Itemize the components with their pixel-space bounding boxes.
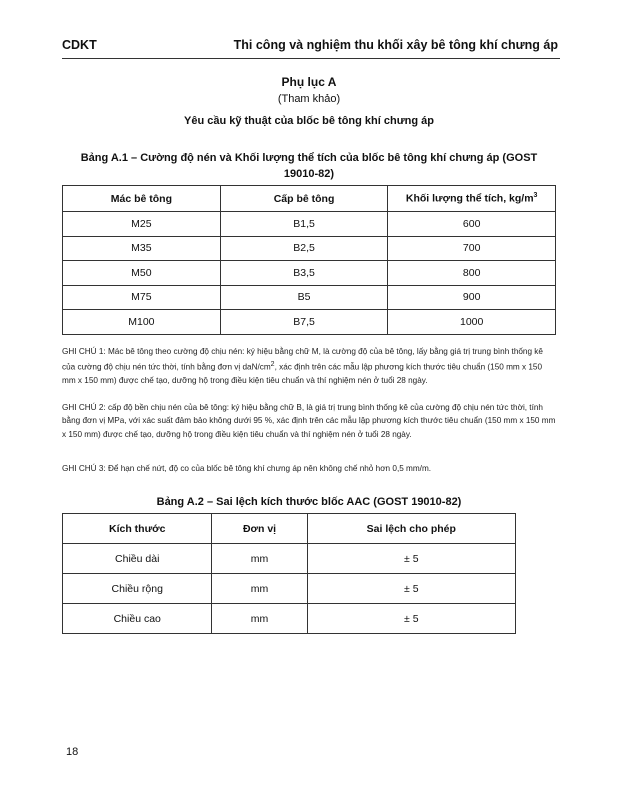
appendix-subtitle: (Tham khảo) [277,93,341,105]
unit-superscript: 2 [270,361,275,369]
note-2: GHI CHÚ 2: cấp độ bền chịu nén của bê tông: ký hiệu bằng chữ B, là giá trị trung bình thống kê của cường độ chịu nén tức thời, tính bằng đơn vị MPa, với xác suất đảm bảo không dưới 95 %, xác định trên các mẫu lập phương kích thước tiêu chuẩn (150 mm x 150 mm x 150 mm) được chế tạo, dưỡng hộ trong điều kiện tiêu chuẩn và thí nghiệm nén ở tuổi 28 ngày. [62,403,556,439]
unit-superscript: 3 [533,192,538,200]
note-1-text-cont: , xác định trên các mẫu lập phương kích thước tiêu chuẩn (150 mm x 150 mm x 150 mm) được chế tạo, dưỡng hộ trong điều kiện tiêu chuẩn và thí nghiệm nén ở tuổi 28 ngày. [62,363,543,386]
note-1 [62,345,556,388]
column-header: Sai lệch cho phép [307,514,515,544]
table-cell: B1,5 [220,212,388,237]
table-cell: 900 [388,285,556,310]
table-cell: B2,5 [220,236,388,261]
table-cell: mm [212,574,307,604]
header-title: Thi công và nghiệm thu khối xây bê tông khí chưng áp [233,38,558,52]
table-row [63,604,516,634]
table-cell: M35 [63,236,221,261]
strength-density-table [62,185,556,335]
note-1-text: GHI CHÚ 1: Mác bê tông theo cường độ chịu nén: ký hiệu bằng chữ M, là cường độ của bê tông, lấy bằng giá trị trung bình thống kê của cường độ chịu nén tức thời, tính bằng đơn vị daN/cm [62,347,543,373]
column-header-text: Khối lượng thể tích, kg/m [405,192,534,205]
table-cell: 800 [388,261,556,286]
table-cell: 600 [388,212,556,237]
table-cell: Chiều cao [63,604,212,634]
table-cell: mm [212,544,307,574]
dimension-tolerance-table [62,513,516,634]
table-cell: M100 [63,310,221,335]
table-cell: M25 [63,212,221,237]
table-cell: mm [212,604,307,634]
table-row [63,261,556,286]
column-header: Mác bê tông [63,186,221,212]
table-row [63,574,516,604]
table-cell: B7,5 [220,310,388,335]
table-header-row [63,514,516,544]
table-cell: ± 5 [307,574,515,604]
table-cell: ± 5 [307,544,515,574]
table-cell: B3,5 [220,261,388,286]
table-cell: Chiều rộng [63,574,212,604]
note-3: GHI CHÚ 3: Để hạn chế nứt, độ co của blốc bê tông khí chưng áp nên không chế nhỏ hơn 0,5 mm/m. [62,464,432,473]
table-cell: ± 5 [307,604,515,634]
appendix-heading: Yêu cầu kỹ thuật của blốc bê tông khí chưng áp [183,115,434,127]
table-header-row [63,186,556,212]
table-row [63,236,556,261]
table-row [63,310,556,335]
table-cell: 700 [388,236,556,261]
table-cell: Chiều dài [63,544,212,574]
table1-caption: Bảng A.1 – Cường độ nén và Khối lượng thể tích của blốc bê tông khí chưng áp (GOST 19010-82) [80,152,538,180]
table-cell: M75 [63,285,221,310]
table2-caption: Bảng A.2 – Sai lệch kích thước blốc AAC (GOST 19010-82) [156,496,462,508]
column-header: Đơn vị [212,514,307,544]
table-row [63,285,556,310]
column-header: Kích thước [63,514,212,544]
column-header [388,186,556,212]
table-cell: 1000 [388,310,556,335]
column-header: Cấp bê tông [220,186,388,212]
page-number: 18 [66,746,79,758]
header-code: CDKT [62,38,97,52]
table-row [63,212,556,237]
appendix-title: Phụ lục A [281,75,337,89]
table-cell: M50 [63,261,221,286]
table-cell: B5 [220,285,388,310]
table-row [63,544,516,574]
header-divider [62,58,560,59]
